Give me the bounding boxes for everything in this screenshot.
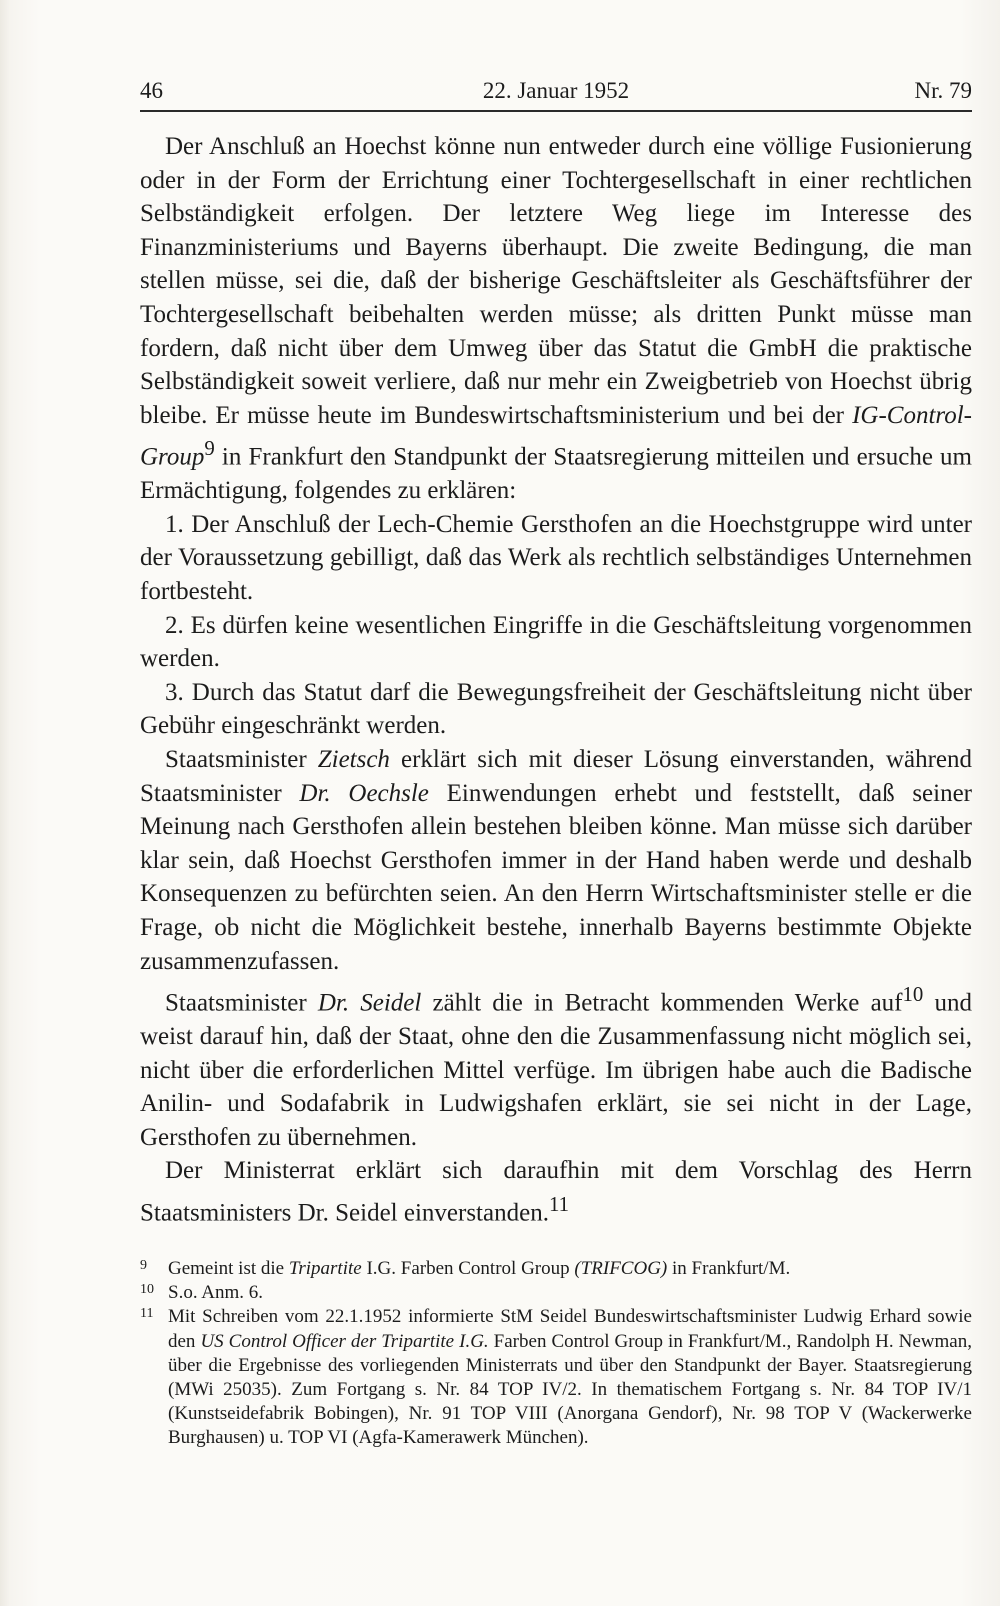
list-item-2: 2. Es dürfen keine wesentlichen Eingriffe in die Geschäftsleitung vorgenommen werden. <box>140 611 972 673</box>
footnotes <box>140 1257 972 1451</box>
footnote-ref-9: 9 <box>204 436 215 461</box>
running-header <box>140 72 972 112</box>
text-run: Mit Schreiben vom 22.1.1952 informierte StM Seidel Bundeswirtschaftsminister Ludwig Erhard sowie den <box>168 1306 972 1352</box>
emphasis-us-control-officer: US Control Officer der Tripartite I.G. <box>200 1330 489 1352</box>
text-run: S.o. Anm. 6. <box>168 1282 264 1304</box>
footnote-ref-10: 10 <box>902 982 924 1007</box>
emphasis-ig-control-group: IG-Control-Group <box>140 401 972 471</box>
list-item-3: 3. Durch das Statut darf die Bewegungsfreiheit der Geschäftsleitung nicht über Gebühr eingeschränkt werden. <box>140 678 972 740</box>
text-run: und weist darauf hin, daß der Staat, ohne den die Zusammenfassung nicht möglich sei, nicht über die erforderlichen Mittel verfüge. Im übrigen habe auch die Badische Anilin- und Sodafabrik in Ludwigshafen erklärt, sie sei nicht in der Lage, Gersthofen zu übernehmen. <box>140 989 973 1151</box>
emphasis-tripartite: Tripartite <box>288 1258 362 1279</box>
list-item-1: 1. Der Anschluß der Lech-Chemie Gersthofen an die Hoechstgruppe wird unter der Voraussetzung gebilligt, daß das Werk als rechtlich selbständiges Unternehmen fortbesteht. <box>140 510 972 606</box>
text-run: Farben Control Group in Frankfurt/M., Randolph H. Newman, über die Ergebnisse des vorliegenden Ministerrats und über den Standpunkt der Bayer. Staatsregierung (MWi 25035). Zum Fortgang s. Nr. 84 TOP IV/2. In thematischem Fortgang s. Nr. 84 TOP IV/1 (Kunstseidefabrik Bobingen), Nr. 91 TOP VIII (Anorgana Gendorf), Nr. 98 TOP V (Wackerwerke Burghausen) u. TOP VI (Agfa-Kamerawerk München). <box>168 1330 972 1449</box>
text-run: Einwendungen erhebt und feststellt, daß seiner Meinung nach Gersthofen allein bestehen bleiben könne. Man müsse sich darüber klar sein, daß Hoechst Gersthofen immer in der Hand haben werde und deshalb Konsequenzen zu befürchten seien. An den Herrn Wirtschaftsminister stelle er die Frage, ob nicht die Möglichkeit bestehe, innerhalb Bayerns bestimmte Objekte zusammenzufassen. <box>140 779 973 975</box>
paragraph-anschluss <box>140 130 972 508</box>
text-run: Der Anschluß an Hoechst könne nun entweder durch eine völlige Fusionierung oder in der Form der Errichtung einer Tochtergesellschaft in einer rechtlichen Selbständigkeit erfolgen. Der letztere Weg liege im Interesse des Finanzministeriums und Bayerns überhaupt. Die zweite Bedingung, die man stellen müsse, sei die, daß der bisherige Geschäftsleiter als Geschäftsführer der Tochtergesellschaft beibehalten werden müsse; als dritten Punkt müsse man fordern, daß nicht über dem Umweg über das Statut die GmbH die praktische Selbständigkeit soweit verliere, daß nur mehr ein Zweigbetrieb von Hoechst übrig bleibe. Er müsse heute im Bundeswirtschaftsministerium und bei der <box>140 133 972 429</box>
text-run: Staatsminister <box>165 746 318 774</box>
text-run: Gemeint ist die <box>168 1258 289 1279</box>
document-number: Nr. 79 <box>914 78 972 103</box>
emphasis-seidel: Dr. Seidel <box>317 989 422 1017</box>
text-run: Staatsminister <box>165 989 318 1017</box>
text-run: in Frankfurt/M. <box>667 1258 791 1279</box>
text-run: zählt die in Betracht kommenden Werke auf <box>421 989 903 1017</box>
emphasis-zietsch: Zietsch <box>317 746 390 774</box>
emphasis-oechsle: Dr. Oechsle <box>299 779 429 807</box>
footnote-number: 9 <box>140 1258 147 1273</box>
paragraph-zietsch <box>140 743 972 978</box>
text-run: I.G. Farben Control Group <box>361 1258 575 1279</box>
paragraph-seidel <box>140 978 972 1154</box>
footnote-11 <box>140 1305 972 1450</box>
footnote-9 <box>140 1257 972 1281</box>
emphasis-trifcog: (TRIFCOG) <box>574 1258 668 1279</box>
header-date: 22. Januar 1952 <box>482 78 630 103</box>
paragraph-ministerrat <box>140 1154 972 1230</box>
footnote-ref-11: 11 <box>548 1192 570 1217</box>
footnote-10 <box>140 1281 972 1305</box>
main-text <box>140 130 972 1230</box>
text-run: Der Ministerrat erklärt sich daraufhin mit dem Vorschlag des Herrn Staatsministers Dr. Seidel einverstanden. <box>140 1157 972 1227</box>
text-run: in Frankfurt den Standpunkt der Staatsregierung mitteilen und ersuche um Ermächtigung, folgendes zu erklären: <box>140 443 972 505</box>
text-run: erklärt sich mit dieser Lösung einverstanden, während Staatsminister <box>140 746 973 807</box>
footnote-number: 11 <box>140 1306 154 1322</box>
footnote-number: 10 <box>140 1282 154 1298</box>
page-number: 46 <box>140 78 163 103</box>
